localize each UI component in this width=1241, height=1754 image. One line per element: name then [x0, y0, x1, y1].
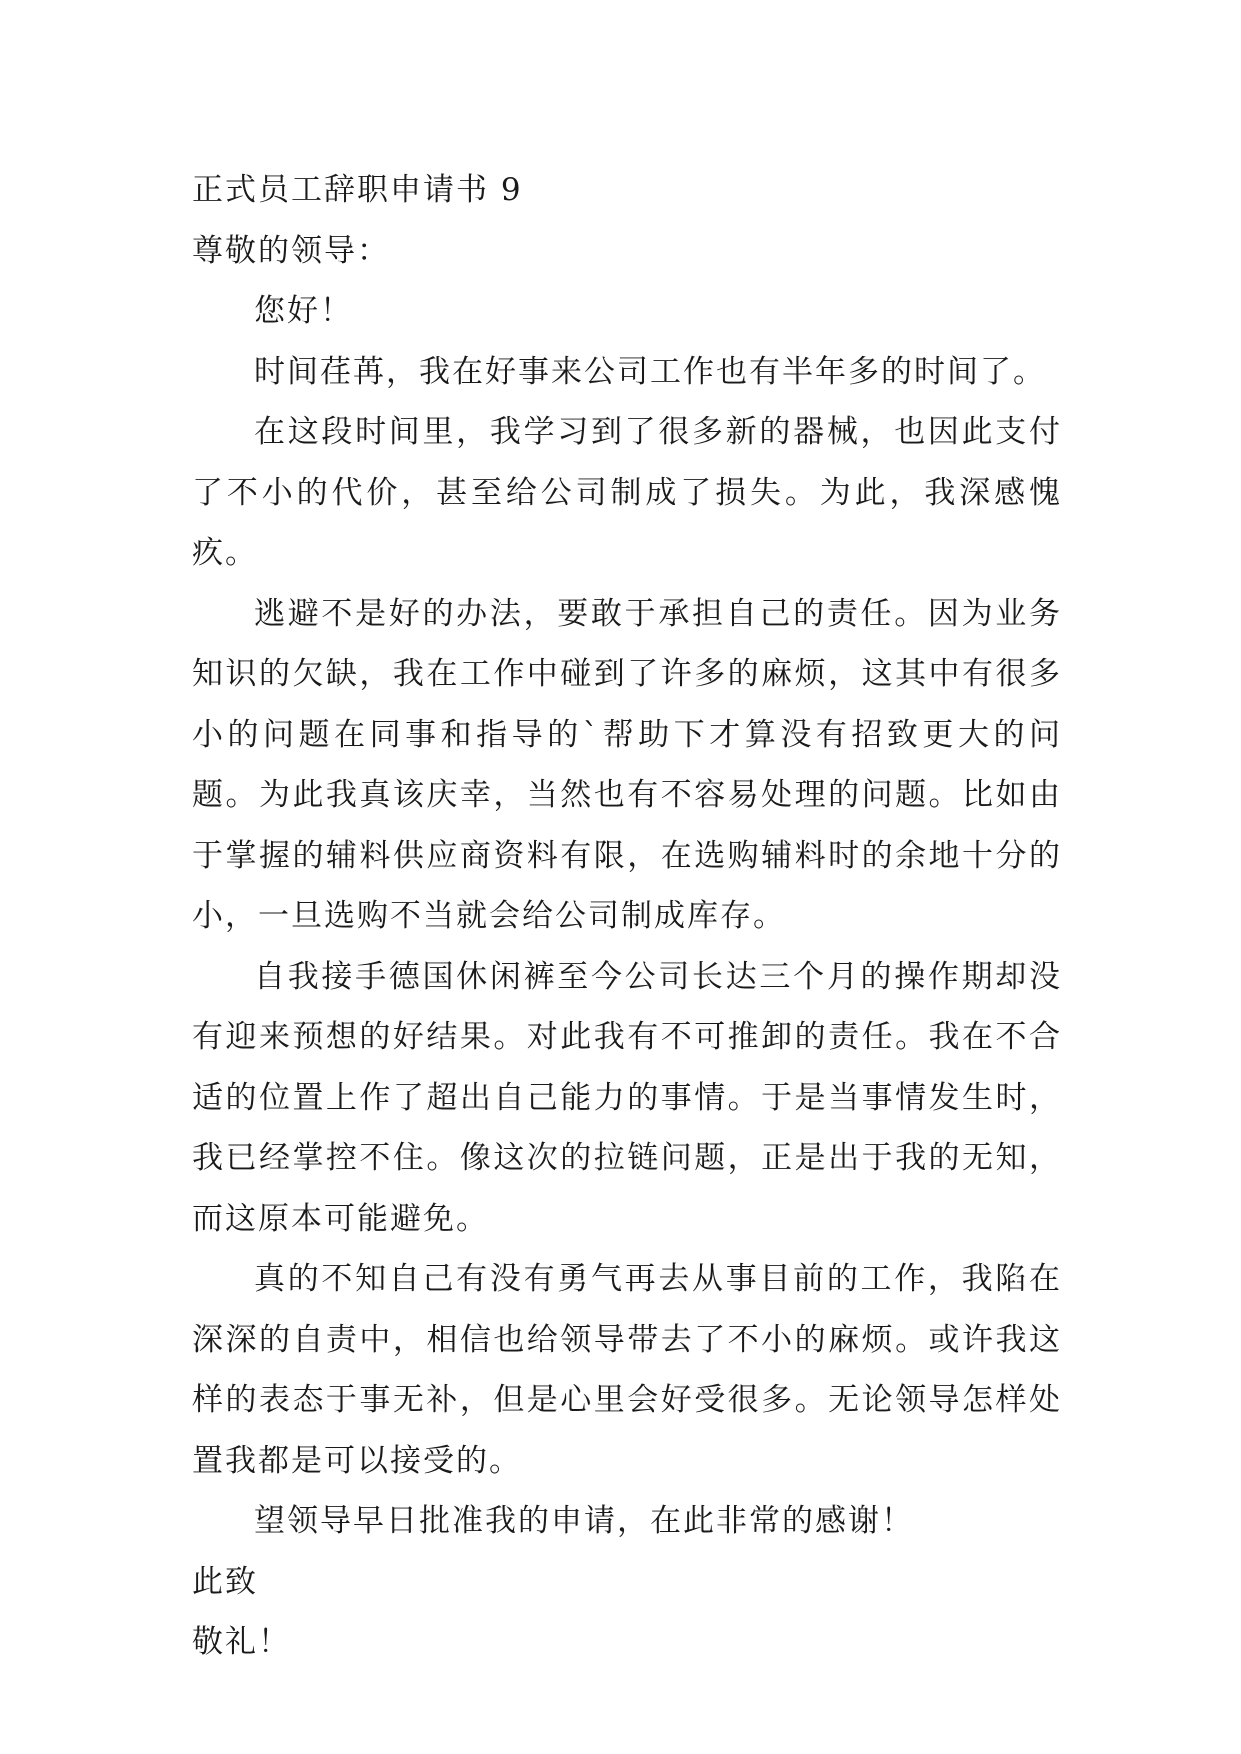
regards: 敬礼！: [192, 1624, 291, 1660]
paragraph-3: 逃避不是好的办法，要敢于承担自己的责任。因为业务知识的欠缺，我在工作中碰到了许多的麻烦，这其中有很多小的问题在同事和指导的`帮助下才算没有招致更大的问题。为此我真该庆幸，当然也有不容易处理的问题。比如由于掌握的辅料供应商资料有限，在选购辅料时的余地十分的小，一旦选购不当就会给公司制成库存。: [192, 595, 1062, 934]
paragraph-6: 望领导早日批准我的申请，在此非常的感谢！: [254, 1503, 914, 1539]
paragraph-4: 自我接手德国休闲裤至今公司长达三个月的操作期却没有迎来预想的好结果。对此我有不可推卸的责任。我在不合适的位置上作了超出自己能力的事情。于是当事情发生时，我已经掌控不住。像这次的拉链问题，正是出于我的无知，而这原本可能避免。: [192, 958, 1062, 1237]
letter-body: [192, 160, 1062, 1673]
greeting: 您好！: [254, 293, 353, 329]
salutation: 尊敬的领导：: [192, 232, 390, 269]
paragraph-1: 时间荏苒，我在好事来公司工作也有半年多的时间了。: [254, 353, 1046, 390]
paragraph-2: 在这段时间里，我学习到了很多新的器械，也因此支付了不小的代价，甚至给公司制成了损失。为此，我深感愧疚。: [192, 414, 1062, 571]
paragraph-5: 真的不知自己有没有勇气再去从事目前的工作，我陷在深深的自责中，相信也给领导带去了不小的麻烦。或许我这样的表态于事无补，但是心里会好受很多。无论领导怎样处置我都是可以接受的。: [192, 1261, 1062, 1479]
document-title: 正式员工辞职申请书 9: [192, 172, 523, 208]
closing: 此致: [192, 1563, 258, 1600]
